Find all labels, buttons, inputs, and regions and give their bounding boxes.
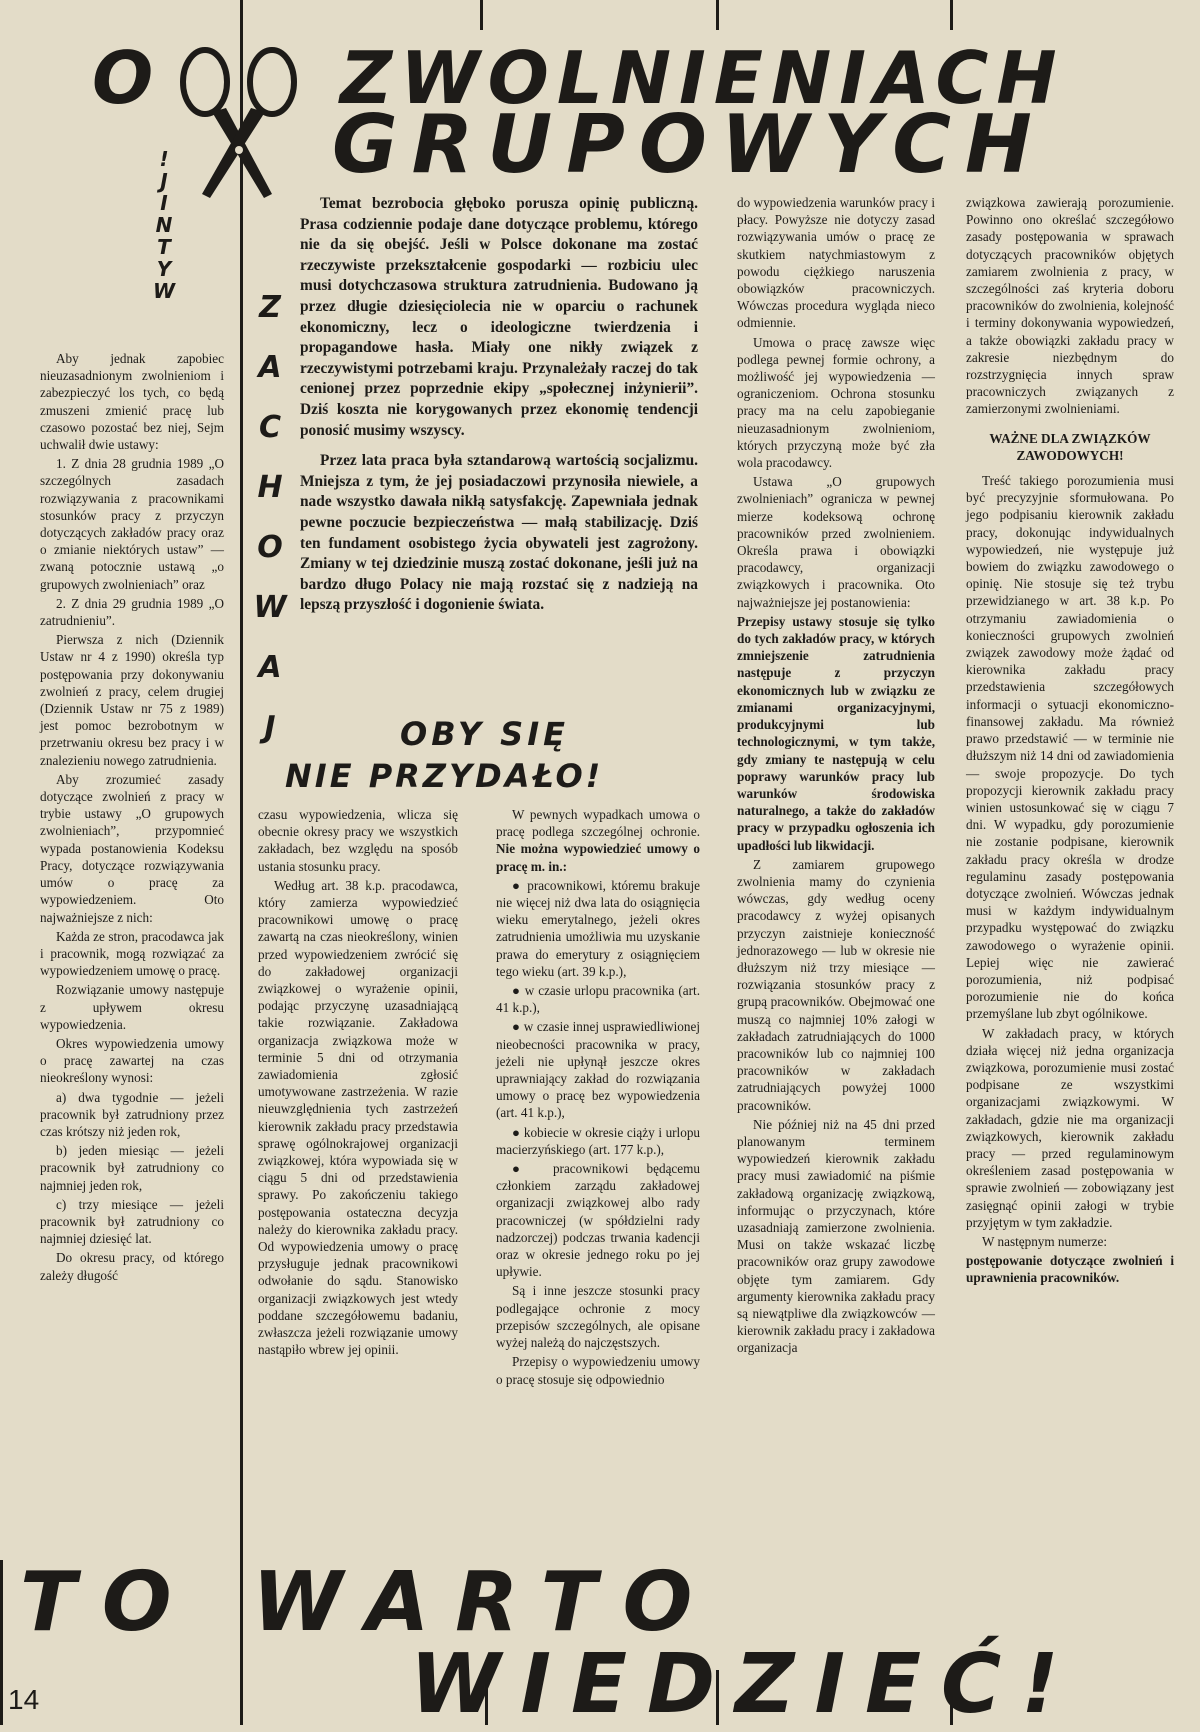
headline-o: O — [92, 36, 154, 120]
footer-line2: WIEDZIEĆ! — [410, 1637, 1079, 1732]
subhead-line1: OBY SIĘ — [400, 715, 569, 753]
paragraph: Z zamiarem grupowego zwolnienia mamy do czynienia wówczas, gdy według oceny pracodawcy z wyżej opisanych przyczyn zaistnieje konieczność jednorazowego — lub w okresie nie dłuższym niż trzy miesiące — rozwiązania stosunków pracy z grupą pracowników. Obejmować one muszą co najmniej 10% załogi w zakładach zatrudniających do 1000 pracowników lub co najmniej 100 pracowników w zakładach zatrudniających powyżej 1000 pracowników. — [737, 856, 935, 1113]
paragraph: Pierwsza z nich (Dziennik Ustaw nr 4 z 1990) określa typ postępowania przy dokonywaniu zwolnień z pracy, celem drugiej (Dziennik Ustaw nr 75 z 1989) jest pomoc bezrobotnym w przetrwaniu okresu bez pracy i w znalezieniu nowego zatrudnienia. — [40, 632, 224, 768]
paragraph: czasu wypowiedzenia, wlicza się obecnie okresy pracy we wszystkich zakładach, bez względu na sposób ustania stosunku pracy. — [258, 807, 458, 874]
headline-grupowych: GRUPOWYCH — [332, 98, 1046, 191]
paragraph: Do okresu pracy, od którego zależy długość — [40, 1250, 224, 1283]
divider-line — [240, 0, 243, 1725]
paragraph: Okres wypowiedzenia umowy o pracę zawartej na czas nieokreślony wynosi: — [40, 1035, 224, 1086]
paragraph: Według art. 38 k.p. pracodawca, który zamierza wypowiedzieć pracownikowi umowę o pracę zawartą na czas nieokreślony, winien przed wypowiedzeniem zwrócić się do zakładowej organizacji związkowej o wyrażenie opinii, podając przyczynę uzasadniającą takie rozwiązanie. Zakładowa organizacja związkowa może w terminie 5 dni od otrzymania zawiadomienia zgłosić umotywowane zastrzeżenia. W razie nieuwzględnienia tych zastrzeżeń kierownik zakładu pracy przedstawia sprawę ogólnokrajowej organizacji związkowej, która wypowiada się w ciągu 5 dni od przedstawienia sprawy. Po zakończeniu takiego postępowania ostateczna decyzja należy do kierownika zakładu pracy. Od wypowiedzenia umowy o pracę przysługuje jednak pracownikowi odwołanie do sądu. Stanowisko organizacji związkowych jest wtedy poddane szczegółowemu badaniu, zwłaszcza jeżeli rozwiązanie umowy nastąpiło wbrew jej opinii. — [258, 877, 458, 1358]
paragraph: 2. Z dnia 29 grudnia 1989 „O zatrudnieniu”. — [40, 595, 224, 629]
divider-line — [480, 0, 483, 30]
paragraph: Każda ze stron, pracodawca jak i pracownik, mogą rozwiązać za wypowiedzeniem umowę o pracę. — [40, 928, 224, 979]
paragraph: 1. Z dnia 28 grudnia 1989 „O szczególnych zasadach rozwiązywania z pracownikami stosunków pracy z przyczyn dotyczących zakładów pracy oraz o zmianie niektórych ustaw” — zwaną potocznie ustawą „o grupowych zwolnieniach” oraz — [40, 456, 224, 592]
paragraph: Aby jednak zapobiec nieuzasadnionym zwolnieniom i zabezpieczyć los tych, co będą zmuszeni zmienić pracę lub czasowo pozostać bez niej, Sejm uchwalił dwie ustawy: — [40, 351, 224, 453]
paragraph: Ustawa „O grupowych zwolnieniach” ogranicza w pewnej mierze kodeksową ochronę pracowników przed zwolnieniem. Określa prawa i obowiązki pracodawcy, organizacji związkowych i pracownika. Oto najważniejsze jej postanowienia: — [737, 474, 935, 610]
lead-text: W pewnych wypadkach umowa o pracę podlega szczególnej ochronie. — [496, 807, 700, 840]
next-issue-text: postępowanie dotyczące zwolnień i uprawnienia pracowników. — [966, 1253, 1174, 1286]
article-column-1 — [40, 350, 224, 1286]
article-column-5 — [966, 194, 1174, 1289]
article-column-3 — [496, 806, 700, 1390]
bullet-item: ● w czasie urlopu pracownika (art. 41 k.p.), — [496, 982, 700, 1016]
bullet-item: ● pracownikowi, któremu brakuje nie więcej niż dwa lata do osiągnięcia wieku emerytalnego, jeżeli okres zatrudnienia umożliwia mu uzyskanie prawa do emerytury z osiągnięciem tego wieku (art. 39 k.p.), — [496, 877, 700, 980]
lead-bold-text: Nie można wypowiedzieć umowy o pracę m. in.: — [496, 841, 700, 874]
bullet-item: ● w czasie innej usprawiedliwionej nieobecności pracownika w pracy, jeżeli nie upłynął jeszcze okres uprawniający zakład do rozwiązania umowy o pracę bez wypowiedzenia (art. 41 k.p.), — [496, 1018, 700, 1121]
intro-paragraph: Przez lata praca była sztandarową wartością socjalizmu. Mniejsza z tym, że jej posiadaczowi przynosiła niewiele, a nade wszystko dawała nikłą satysfakcję. Zapewniała jednak pewne poczucie bezpieczeństwa — małą stabilizację. Dziś ten fundament osobistego życia obywateli jest zagrożony. Zmiany w tej dziedzinie muszą zostać dokonane, jeśli już na bardzo długo Polacy nie mają rozstać się z nadzieją na lepszą przyszłość i dogonienie świata. — [300, 452, 698, 614]
article-column-2 — [258, 806, 458, 1361]
paragraph: do wypowiedzenia warunków pracy i płacy. Powyższe nie dotyczy zasad rozwiązywania umów o pracę ze skutkiem natychmiastowym z powodu ciężkiego naruszenia obowiązków pracowniczych. Wówczas procedura wygląda nieco odmiennie. — [737, 195, 935, 331]
paragraph: związkowa zawierają porozumienie. Powinno ono określać szczegółowo zasady postępowania w sprawach dotyczących pracowników objętych zamiarem zwolnienia z pracy, w szczególności zaś kryteria doboru pracowników do zwolnienia, kolejność i terminy dokonywania wypowiedzeń, a także obowiązki zakładu pracy w zakresie niezbędnym do rozstrzygnięcia innych spraw pracowniczych związanych z zamierzonymi zwolnieniami. — [966, 195, 1174, 417]
intro-paragraph: Temat bezrobocia głęboko porusza opinię publiczną. Prasa codziennie podaje dane dotyczące problemu, którego nie da się obejść. Jeśli w Polsce dokonane ma zostać rzeczywiste przekształcenie gospodarki — rozbiciu ulec musi dotychczasowa struktura zatrudnienia. Budowano ją przez długie dziesięciolecia nie w oparciu o rachunek ekonomiczny, lecz o ideologiczne twierdzenia i propagandowe hasła. Miały one nikły związek z rzeczywistymi potrzebami kraju. Przynależały raczej do tak cenionej przez poprzednie ekipy „społecznej inżynierii”. Dziś koszta nie korygowanych przez ekonomię tendencji ponosić musimy wszyscy. — [300, 195, 698, 439]
intro-text — [300, 194, 698, 626]
paragraph: Aby zrozumieć zasady dotyczące zwolnień z pracy w trybie ustawy „O grupowych zwolnieniach”, przypomnieć wypada postanowienia Kodeksu Pracy, dotyczące rozwiązywania umów o pracę za wypowiedzeniem. Oto najważniejsze z nich: — [40, 771, 224, 925]
bullet-item: ● kobiecie w okresie ciąży i urlopu macierzyńskiego (art. 177 k.p.), — [496, 1124, 700, 1158]
paragraph — [496, 806, 700, 875]
footer-line1: TO WARTO — [20, 1555, 719, 1650]
divider-line — [716, 0, 719, 30]
article-column-4 — [737, 194, 935, 1359]
paragraph: Umowa o pracę zawsze więc podlega pewnej formie ochrony, a możliwość jej wypowiedzenia — ograniczeniom. Ochrona stosunku pracy ma na celu zapobieganie nieuzasadnionym zwolnieniom, których przyczyną może być zła wola pracodawcy. — [737, 334, 935, 471]
paragraph: b) jeden miesiąc — jeżeli pracownik był zatrudniony co najmniej jeden rok, — [40, 1143, 224, 1193]
scissors-icon — [160, 40, 320, 200]
paragraph: W następnym numerze: — [982, 1233, 1107, 1249]
divider-line — [0, 1560, 3, 1725]
paragraph: Przepisy o wypowiedzeniu umowy o pracę stosuje się odpowiednio — [496, 1354, 700, 1387]
paragraph: a) dwa tygodnie — jeżeli pracownik był zatrudniony przez czas krótszy niż jeden rok, — [40, 1089, 224, 1139]
paragraph-bold: Przepisy ustawy stosuje się tylko do tych zakładów pracy, w których zmniejszenie zatrudnienia następuje z przyczyn ekonomicznych lub w związku ze zmianami organizacyjnymi, produkcyjnymi lub technologicznymi, w tym także, gdy zmiany te następują w celu poprawy warunków pracy lub warunków środowiska naturalnego, a także do zakładów pracy w przypadku ogłoszenia ich upadłości lub likwidacji. — [737, 613, 935, 853]
paragraph: Rozwiązanie umowy następuje z upływem okresu wypowiedzenia. — [40, 982, 224, 1032]
side-label-zachowaj: Z A C H O W A J — [253, 290, 287, 745]
paragraph: Są i inne jeszcze stosunki pracy podlegające ochronie z mocy przepisów szczególnych, ale opisane wyżej należą do najczęstszych. — [496, 1283, 700, 1351]
bullet-item: ● pracownikowi będącemu członkiem zarządu zakładowej organizacji związkowej albo rady pracowniczej (w spółdzielni rady nadzorczej) podczas trwania kadencji oraz w okresie jednego roku po jej upływie. — [496, 1160, 700, 1280]
side-label-wytnij: ! J I N T Y W — [152, 147, 176, 303]
paragraph: Treść takiego porozumienia musi być precyzyjnie sformułowana. Po jego podpisaniu kierownik zakładu pracy, dokonując indywidualnych wypowiedzeń, nie występuje już bowiem do związku zawodowego o opinię. Nie stosuje się też trybu przewidzianego w art. 38 k.p. Po otrzymaniu zawiadomienia o konieczności grupowych zwolnień związek zawodowy może żądać od kierownika zakładu pracy przedstawienia szczegółowych informacji o sytuacji ekonomiczno-finansowej zakładu. Ma również prawo przedstawić — w terminie nie dłuższym niż 14 dni od zawiadomienia — swoje propozycje. Do tych propozycji kierownik zakładu pracy winien ustosunkować się w ciągu 7 dni. W wypadku, gdy porozumienie nie zostanie podpisane, kierownik zakładu pracy określa w drodze regulaminu zasady postępowania dotyczące zwolnień. Wówczas jednak musi w każdym indywidualnym przypadku występować do związku zawodowego o wyrażenie opinii. Lepiej więc nie zawierać porozumienia, niż podpisać porozumienie nie do końca przemyślane lub zbyt ogólnikowe. — [966, 473, 1174, 1022]
divider-line — [950, 0, 953, 30]
section-heading: WAŻNE DLA ZWIĄZKÓW ZAWODOWYCH! — [989, 430, 1151, 463]
paragraph: Nie później niż na 45 dni przed planowanym terminem wypowiedzeń kierownik zakładu pracy musi zawiadomić na piśmie zakładową organizację związkową, informując o przyczynach, które uzasadniają zamierzone zwolnienia. Musi on także wskazać liczbę pracowników oraz grupy zawodowe objęte tym zamiarem. Gdy argumenty kierownika zakładu pracy są niewątpliwe dla związkowców — kierownik zakładu pracy i zakładowa organizacja — [737, 1116, 935, 1356]
side-label-zachowaj-text — [0, 0, 1, 1]
page-number: 14 — [8, 1684, 40, 1715]
headline-zwolnieniach: ZWOLNIENIACH — [340, 36, 1065, 120]
subhead-line2: NIE PRZYDAŁO! — [285, 757, 604, 795]
paragraph: c) trzy miesiące — jeżeli pracownik był zatrudniony co najmniej dziesięć lat. — [40, 1196, 224, 1247]
paragraph: W zakładach pracy, w których działa więcej niż jedna organizacja związkowa, porozumienie musi zostać podpisane ze wszystkimi organizacjami związkowymi. W zakładach, gdzie nie ma organizacji związkowych, kierownik zakładu pracy — przed regulaminowym określeniem zasad postępowania w sprawie zwolnień — zobowiązany jest zasięgnąć opinii załogi w trybie przyjętym w tym zakładzie. — [966, 1025, 1174, 1230]
